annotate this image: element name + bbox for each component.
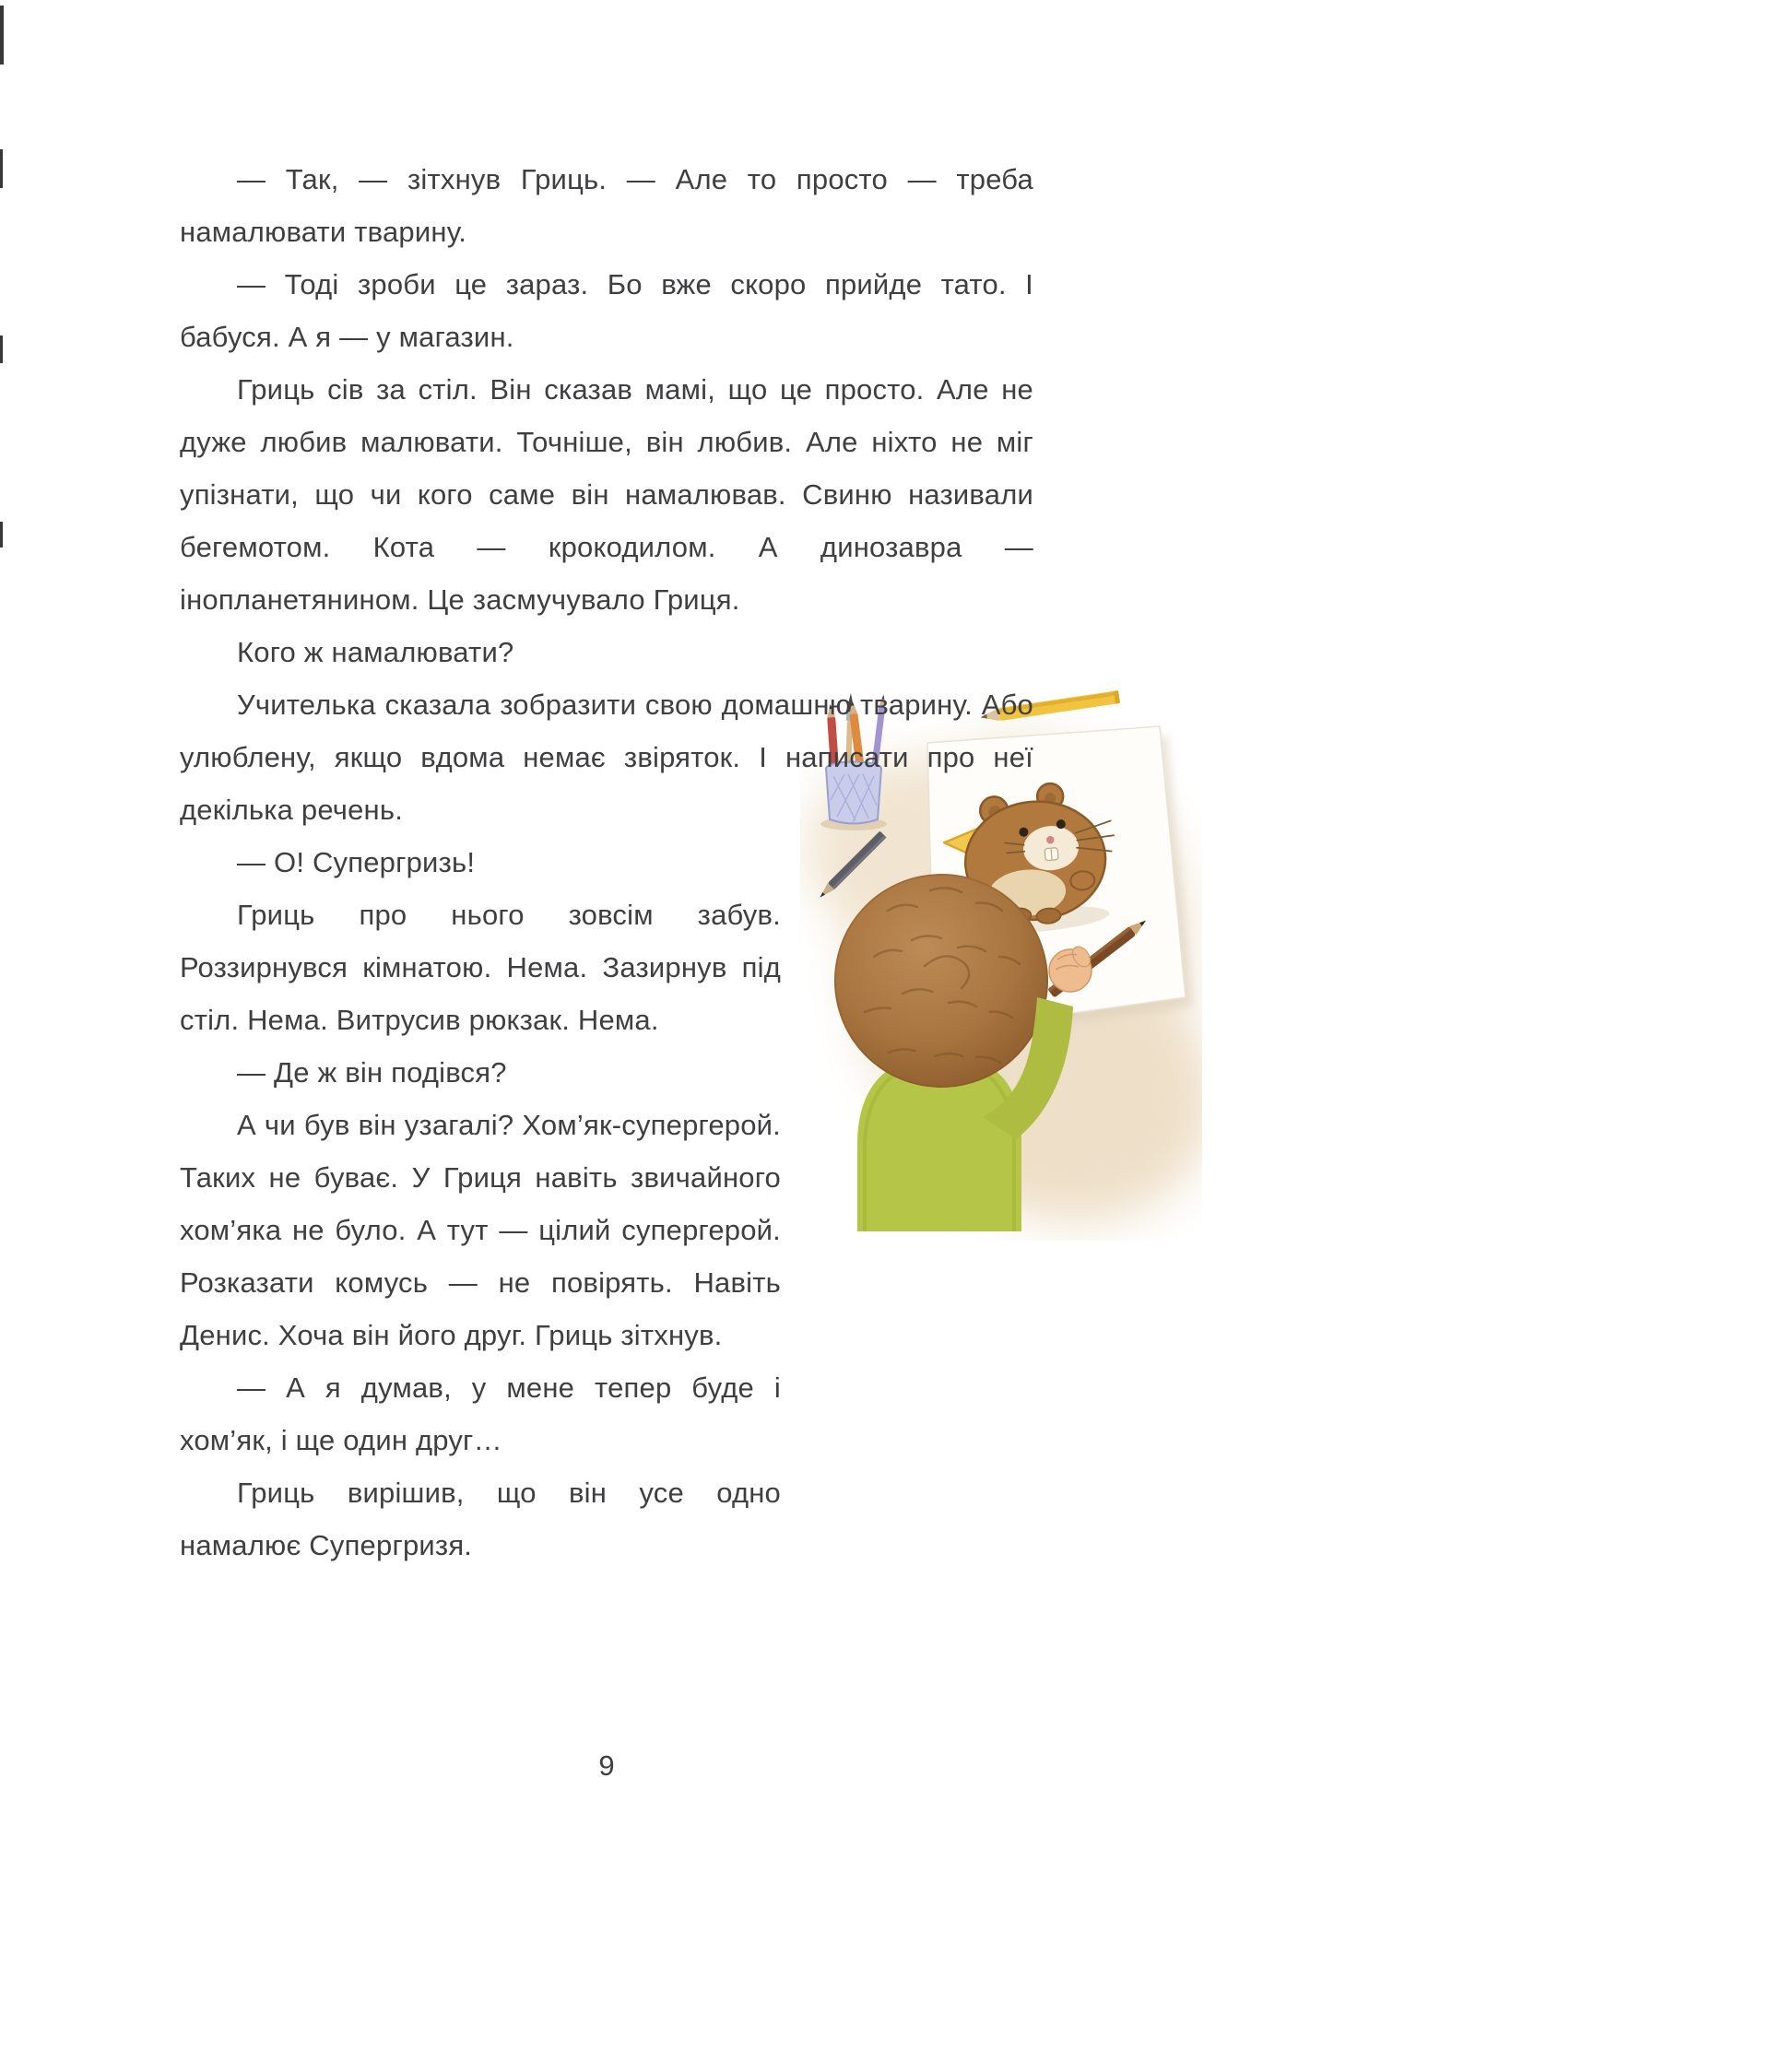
scan-artifact (0, 6, 4, 65)
paragraph: — Тоді зроби це зараз. Бо вже скоро прийде тато. І бабуся. А я — у магазин. (180, 268, 1033, 353)
scan-artifact (0, 149, 3, 188)
scan-artifact (0, 336, 3, 363)
paragraph: А чи був він узагалі? Хом’як-супергерой. Таких не буває. У Гриця навіть звичайного хом’яка не було. А тут — цілий супергерой. Розказати комусь — не повірять. Навіть Денис. Хоча він його друг. Гриць зітхнув. (180, 1109, 781, 1351)
paragraph: — Де ж він подівся? (237, 1056, 507, 1089)
paragraph: Учителька сказала зобразити свою домашню тварину. Або улюблену, якщо вдома немає звіряток. І написати про неї декілька речень. (180, 689, 1033, 826)
paragraph: Гриць про нього зовсім забув. Роззирнувся кімнатою. Нема. Зазирнув під стіл. Нема. Витрусив рюкзак. Нема. (180, 899, 781, 1036)
scan-artifact (0, 522, 3, 547)
paragraph: Кого ж намалювати? (237, 636, 514, 668)
page-number: 9 (598, 1749, 615, 1782)
paragraph: — А я думав, у мене тепер буде і хом’як, і ще один друг… (180, 1372, 781, 1456)
paragraph: Гриць сів за стіл. Він сказав мамі, що це просто. Але не дуже любив малювати. Точніше, він любив. Але ніхто не міг упізнати, що чи кого саме він намалював. Свиню називали бегемотом. Кота — крокодилом. А динозавра — інопланетянином. Це засмучувало Гриця. (180, 373, 1033, 616)
paragraph: — О! Супергризь! (237, 846, 476, 878)
story-text (180, 153, 1033, 1572)
paragraph: — Так, — зітхнув Гриць. — Але то просто — треба намалювати тварину. (180, 163, 1033, 248)
paragraph: Гриць вирішив, що він усе одно намалює Супергризя. (180, 1477, 781, 1561)
